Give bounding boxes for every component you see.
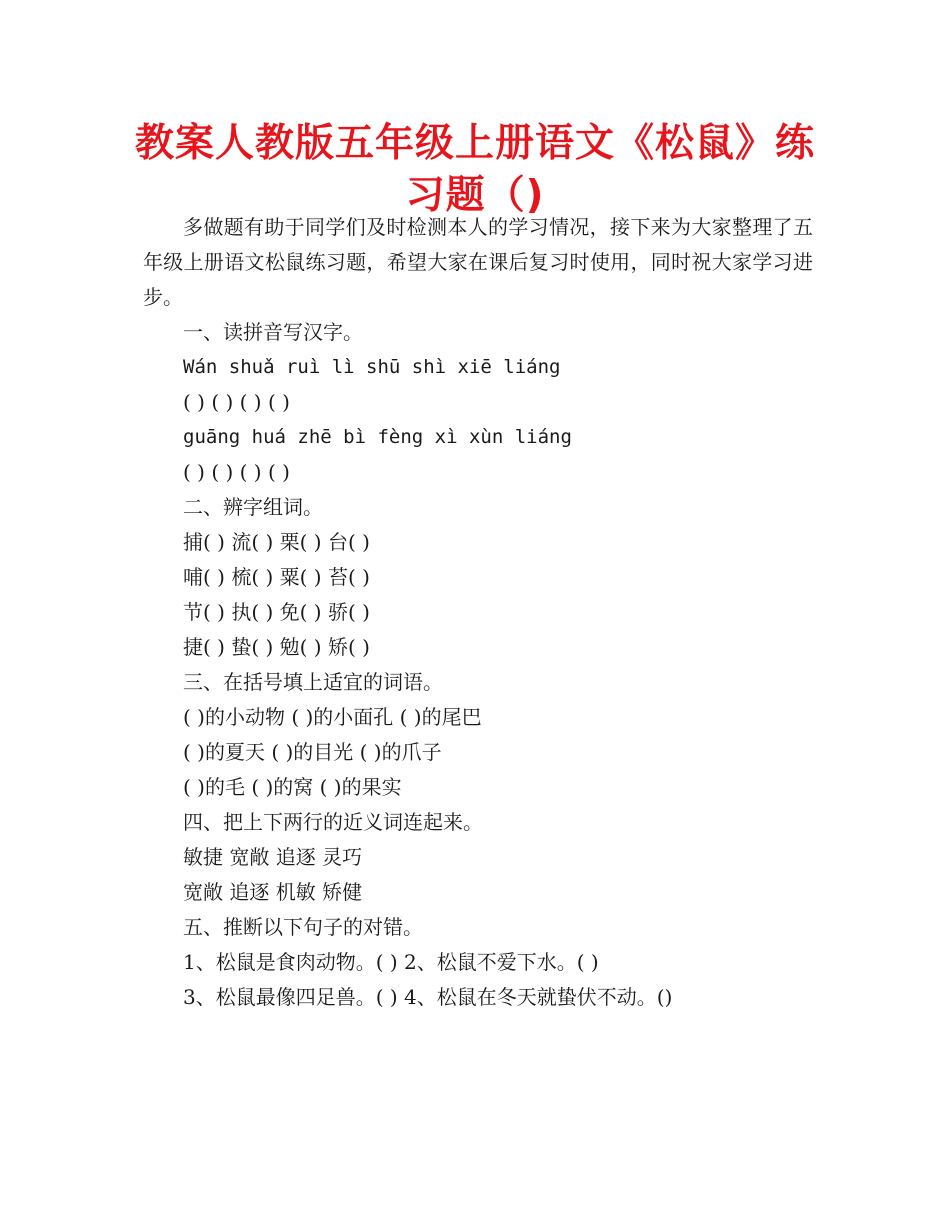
- synonym-line-1: 敏捷 宽敞 追逐 灵巧: [183, 845, 363, 869]
- section-heading-5: 五、推断以下句子的对错。: [183, 915, 423, 939]
- fill-word-line-3: ( )的毛 ( )的窝 ( )的果实: [183, 775, 402, 799]
- true-false-line-2: 3、松鼠最像四足兽。( ) 4、松鼠在冬天就蛰伏不动。(): [183, 985, 673, 1009]
- document-body: [143, 210, 813, 1015]
- section-heading-3: 三、在括号填上适宜的词语。: [183, 670, 443, 694]
- pinyin-line-2: guāng huá zhē bì fèng xì xùn liáng: [183, 426, 572, 448]
- intro-paragraph: 多做题有助于同学们及时检测本人的学习情况，接下来为大家整理了五年级上册语文松鼠练习题，希望大家在课后复习时使用，同时祝大家学习进步。: [143, 215, 813, 309]
- true-false-line-1: 1、松鼠是食肉动物。( ) 2、松鼠不爱下水。( ): [183, 950, 599, 974]
- section-heading-4: 四、把上下两行的近义词连起来。: [183, 810, 483, 834]
- section-heading-2: 二、辨字组词。: [183, 495, 323, 519]
- word-group-line-1: 捕( ) 流( ) 栗( ) 台( ): [183, 530, 370, 554]
- word-group-line-3: 节( ) 执( ) 免( ) 骄( ): [183, 600, 370, 624]
- document-title: 教案人教版五年级上册语文《松鼠》练习题（): [134, 121, 815, 218]
- synonym-line-2: 宽敞 追逐 机敏 矫健: [183, 880, 363, 904]
- word-group-line-2: 哺( ) 梳( ) 粟( ) 苔( ): [183, 565, 370, 589]
- fill-word-line-2: ( )的夏天 ( )的目光 ( )的爪子: [183, 740, 442, 764]
- pinyin-line-1: Wán shuǎ ruì lì shū shì xiē liáng: [183, 356, 561, 378]
- section-heading-1: 一、读拼音写汉字。: [183, 320, 363, 344]
- blank-line-2: ( ) ( ) ( ) ( ): [183, 460, 290, 484]
- blank-line-1: ( ) ( ) ( ) ( ): [183, 390, 290, 414]
- fill-word-line-1: ( )的小动物 ( )的小面孔 ( )的尾巴: [183, 705, 482, 729]
- word-group-line-4: 捷( ) 蛰( ) 勉( ) 矫( ): [183, 635, 370, 659]
